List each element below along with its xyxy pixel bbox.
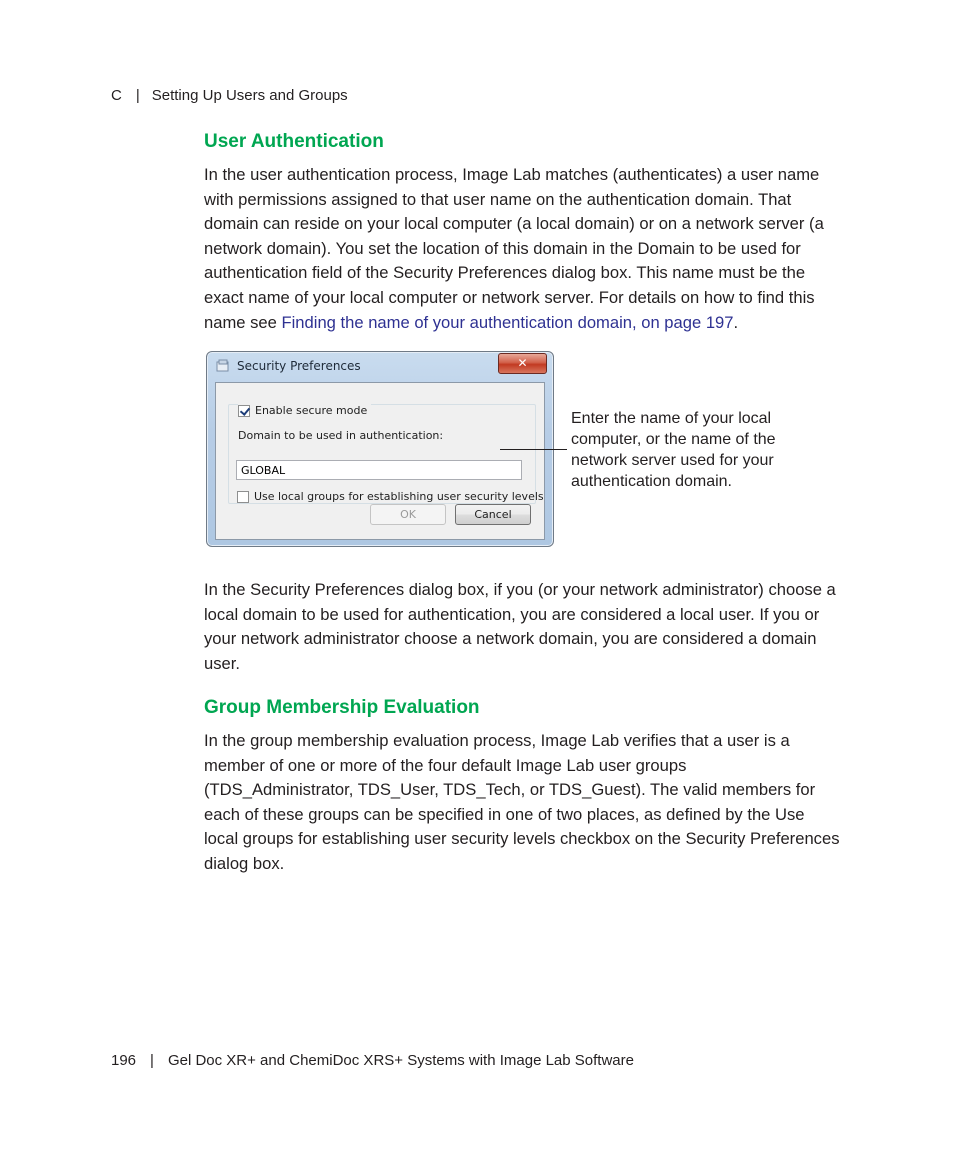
paragraph-text: In the user authentication process, Image Lab matches (authenticates) a user name with permissions assigned to that user name on the authentication domain. That domain can reside on your local computer (a local domain) or on a network server (a network domain). You set the location of this domain in the Domain to be used for authentication field of the Security Preferences dialog box. This name must be the exact name of your local computer or network server. For details on how to find this name see: [204, 165, 824, 332]
dialog-titlebar[interactable]: [207, 352, 553, 380]
ok-button[interactable]: OK: [370, 504, 446, 525]
dialog-client-area: [215, 382, 545, 540]
cancel-button[interactable]: Cancel: [455, 504, 531, 525]
dialog-title: Security Preferences: [237, 359, 361, 373]
user-authentication-heading: User Authentication: [204, 131, 384, 152]
page-number: 196: [111, 1052, 137, 1069]
cross-reference-link[interactable]: Finding the name of your authentication domain, on page 197: [281, 312, 734, 332]
group-membership-paragraph: In the group membership evaluation process, Image Lab verifies that a user is a member of one or more of the four default Image Lab user groups (TDS_Administrator, TDS_User, TDS_Tech, or TDS_Guest). The valid members for each of these groups can be specified in one of two places, as defined by the Use local groups for establishing user security levels checkbox on the Security Preferences dialog box.: [204, 731, 840, 873]
book-title: Gel Doc XR+ and ChemiDoc XRS+ Systems with Image Lab Software: [167, 1052, 634, 1069]
settings-group-box: [228, 404, 536, 504]
running-footer: [111, 1052, 634, 1069]
local-groups-checkbox[interactable]: [237, 491, 249, 503]
paragraph-end: .: [733, 312, 739, 332]
running-header: [111, 87, 348, 104]
enable-secure-mode-label: Enable secure mode: [255, 404, 368, 417]
domain-input[interactable]: [236, 460, 522, 480]
local-groups-row[interactable]: [237, 490, 544, 503]
security-preferences-paragraph: In the Security Preferences dialog box, if you (or your network administrator) choose a local domain to be used for authentication, you are considered a local user. If you or your network administrator choose a network domain, you are considered a domain user.: [204, 580, 836, 673]
group-membership-heading: Group Membership Evaluation: [204, 697, 480, 718]
footer-separator: |: [150, 1052, 154, 1069]
enable-secure-mode-checkbox[interactable]: [238, 405, 250, 417]
header-separator: |: [135, 87, 140, 104]
section-title: Setting Up Users and Groups: [151, 87, 348, 104]
callout-text: Enter the name of your local computer, or the name of the network server used for your authentication domain.: [571, 410, 776, 490]
app-icon: [216, 359, 230, 373]
local-groups-label: Use local groups for establishing user security levels: [254, 490, 544, 503]
callout-leader-line: [500, 449, 567, 450]
enable-secure-mode-row[interactable]: [238, 404, 371, 417]
domain-label: Domain to be used in authentication:: [238, 429, 444, 442]
user-authentication-paragraph: [204, 163, 840, 335]
appendix-letter: C: [111, 87, 122, 104]
close-button[interactable]: ✕: [498, 353, 547, 374]
